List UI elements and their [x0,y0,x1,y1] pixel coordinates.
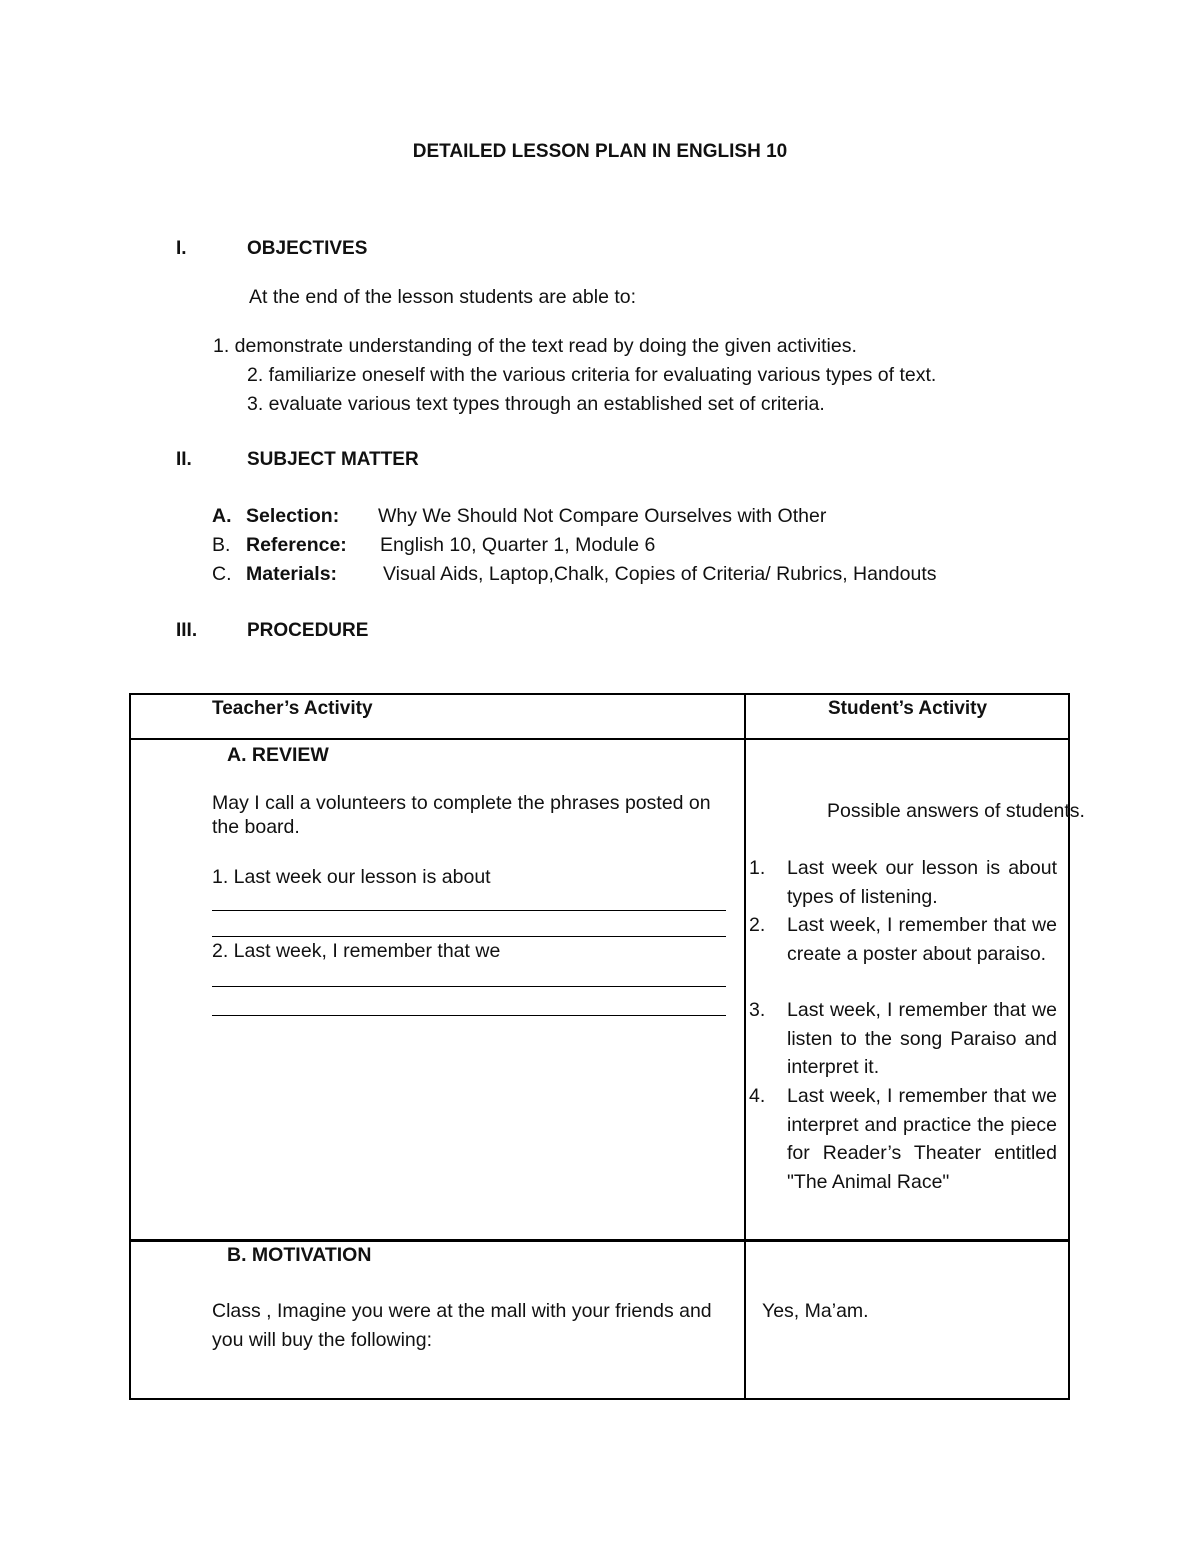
section-number-procedure: III. [176,620,198,641]
objective-item-2: 2. familiarize oneself with the various criteria for evaluating various types of text. [247,364,937,386]
subject-row-value: Visual Aids, Laptop,Chalk, Copies of Criteria/ Rubrics, Handouts [383,563,937,585]
answer-text: Last week, I remember that we listen to the song Paraiso and interpret it. [787,999,1057,1078]
section-title-procedure: PROCEDURE [247,620,369,641]
subject-row-label: Selection: [246,505,340,527]
answer-number: 1. [749,857,766,879]
subject-row-reference [212,534,655,557]
review-prompt: May I call a volunteers to complete the phrases posted on the board. [212,792,711,838]
answer-blank-line [212,910,726,911]
table-row-divider [129,1239,1070,1242]
subject-row-selection [212,505,826,528]
section-number-subject-matter: II. [176,449,192,470]
answer-item-3 [749,996,1057,1082]
objectives-intro: At the end of the lesson students are able to: [249,286,637,308]
header-student-activity: Student’s Activity [828,698,988,719]
answer-text: Last week, I remember that we create a poster about paraiso. [787,914,1057,965]
table-column-divider [744,693,746,1400]
review-item-1: 1. Last week our lesson is about [212,866,491,888]
answer-blank-line [212,986,726,987]
section-number-objectives: I. [176,238,187,259]
subject-row-value: English 10, Quarter 1, Module 6 [380,534,656,556]
subject-row-materials [212,563,937,586]
subject-row-value: Why We Should Not Compare Ourselves with Other [378,505,827,527]
answer-text: Last week our lesson is about types of listening. [787,857,1057,908]
answer-blank-line [212,1015,726,1016]
page-title: DETAILED LESSON PLAN IN ENGLISH 10 [412,141,788,162]
answer-text: Last week, I remember that we interpret and practice the piece for Reader’s Theater entitled "The Animal Race" [787,1085,1057,1193]
header-teacher-activity: Teacher’s Activity [212,698,373,719]
review-item-2: 2. Last week, I remember that we [212,940,501,962]
objective-item-1: 1. demonstrate understanding of the text read by doing the given activities. [213,335,857,357]
subject-row-letter: C. [212,563,232,585]
subject-row-letter: B. [212,534,231,556]
section-title-objectives: OBJECTIVES [247,238,368,259]
answer-number: 3. [749,999,766,1021]
motivation-prompt: Class , Imagine you were at the mall with your friends and you will buy the following: [212,1300,712,1351]
section-title-subject-matter: SUBJECT MATTER [247,449,419,470]
answer-number: 4. [749,1085,766,1107]
answer-item-4 [749,1082,1057,1196]
subject-row-label: Reference: [246,534,347,556]
motivation-answer: Yes, Ma’am. [762,1300,869,1322]
answer-item-1 [749,854,1057,911]
answer-blank-line [212,936,726,937]
objective-item-3: 3. evaluate various text types through an established set of criteria. [247,393,825,415]
answer-number: 2. [749,914,766,936]
motivation-heading: B. MOTIVATION [227,1244,372,1266]
answers-intro: Possible answers of students. [827,800,1085,822]
answer-item-2 [749,911,1057,968]
subject-row-label: Materials: [246,563,338,585]
review-heading: A. REVIEW [227,744,329,766]
subject-row-letter: A. [212,505,232,527]
table-header-divider [129,738,1070,740]
